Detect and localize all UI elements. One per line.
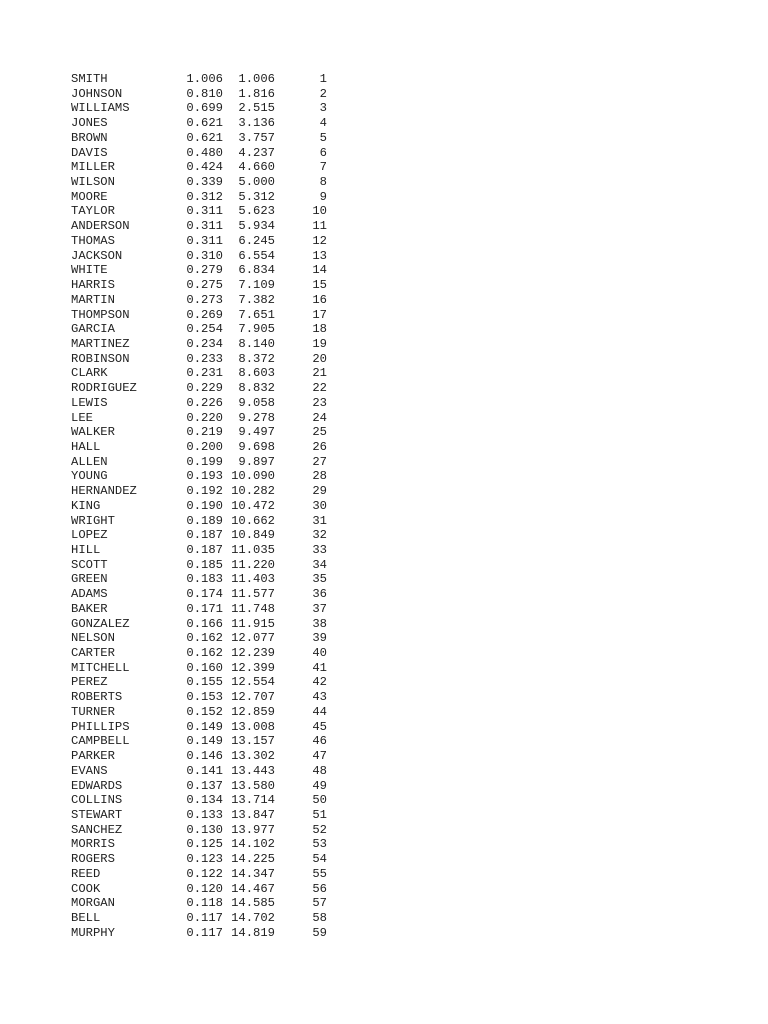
- rank: 17: [312, 307, 327, 322]
- surname: THOMPSON: [71, 307, 130, 322]
- surname: MORRIS: [71, 837, 115, 852]
- cumulative-percent: 2.515: [238, 101, 275, 116]
- cumulative-percent: 12.707: [231, 690, 275, 705]
- rank: 27: [312, 454, 327, 469]
- rank: 44: [312, 704, 327, 719]
- surname: MORGAN: [71, 896, 115, 911]
- rank: 11: [312, 219, 327, 234]
- rank: 14: [312, 263, 327, 278]
- rank: 23: [312, 395, 327, 410]
- cumulative-percent: 5.000: [238, 175, 275, 190]
- frequency-percent: 0.122: [186, 866, 223, 881]
- cumulative-percent: 7.382: [238, 292, 275, 307]
- cumulative-percent: 14.819: [231, 925, 275, 940]
- surname: SANCHEZ: [71, 822, 123, 837]
- surname: MARTINEZ: [71, 336, 130, 351]
- frequency-percent: 0.273: [186, 292, 223, 307]
- frequency-percent: 0.160: [186, 660, 223, 675]
- frequency-percent: 0.699: [186, 101, 223, 116]
- surname: GREEN: [71, 572, 108, 587]
- rank: 7: [319, 160, 327, 175]
- surname: TAYLOR: [71, 204, 115, 219]
- rank: 59: [312, 925, 327, 940]
- frequency-percent: 0.480: [186, 145, 223, 160]
- surname: DAVIS: [71, 145, 108, 160]
- frequency-percent: 0.125: [186, 837, 223, 852]
- cumulative-percent: 7.905: [238, 322, 275, 337]
- frequency-percent: 0.137: [186, 778, 223, 793]
- surname: WRIGHT: [71, 513, 115, 528]
- surname: KING: [71, 498, 101, 513]
- frequency-percent: 0.275: [186, 278, 223, 293]
- rank: 16: [312, 292, 327, 307]
- cumulative-percent: 13.847: [231, 807, 275, 822]
- surname: BROWN: [71, 130, 108, 145]
- rank: 1: [319, 72, 327, 86]
- frequency-percent: 0.118: [186, 896, 223, 911]
- frequency-percent: 0.199: [186, 454, 223, 469]
- cumulative-percent: 6.834: [238, 263, 275, 278]
- frequency-percent: 0.200: [186, 439, 223, 454]
- rank: 50: [312, 793, 327, 808]
- frequency-percent: 0.219: [186, 425, 223, 440]
- cumulative-percent: 12.554: [231, 675, 275, 690]
- cumulative-percent: 12.399: [231, 660, 275, 675]
- cumulative-percent: 10.662: [231, 513, 275, 528]
- rank: 33: [312, 543, 327, 557]
- frequency-percent: 0.621: [186, 130, 223, 145]
- surname: TURNER: [71, 704, 115, 719]
- surname: PHILLIPS: [71, 719, 130, 734]
- cumulative-percent: 5.934: [238, 219, 275, 234]
- cumulative-percent: 12.859: [231, 704, 275, 719]
- frequency-percent: 0.162: [186, 631, 223, 646]
- surname: CARTER: [71, 646, 115, 661]
- rank: 32: [312, 528, 327, 543]
- frequency-percent: 0.254: [186, 322, 223, 337]
- rank: 57: [312, 896, 327, 911]
- cumulative-percent: 5.623: [238, 204, 275, 219]
- frequency-percent: 0.310: [186, 248, 223, 263]
- surname: WHITE: [71, 263, 108, 278]
- rank: 45: [312, 719, 327, 734]
- cumulative-percent: 11.035: [231, 543, 275, 557]
- surname: MARTIN: [71, 292, 115, 307]
- rank: 8: [319, 175, 327, 190]
- rank: 36: [312, 587, 327, 602]
- frequency-percent: 0.311: [186, 219, 223, 234]
- frequency-percent: 0.189: [186, 513, 223, 528]
- frequency-percent: 0.190: [186, 498, 223, 513]
- frequency-percent: 0.231: [186, 366, 223, 381]
- surname: ALLEN: [71, 454, 108, 469]
- frequency-percent: 0.279: [186, 263, 223, 278]
- cumulative-percent: 11.220: [231, 557, 275, 572]
- cumulative-percent: 11.403: [231, 572, 275, 587]
- frequency-percent: 0.117: [186, 910, 223, 925]
- surname: HERNANDEZ: [71, 484, 137, 499]
- cumulative-percent: 14.467: [231, 881, 275, 896]
- cumulative-percent: 13.714: [231, 793, 275, 808]
- frequency-percent: 0.117: [186, 925, 223, 940]
- surname: SCOTT: [71, 557, 108, 572]
- frequency-percent: 0.621: [186, 116, 223, 131]
- rank: 9: [319, 189, 327, 204]
- surname: HILL: [71, 543, 101, 557]
- cumulative-percent: 1.816: [238, 86, 275, 101]
- surname: REED: [71, 866, 101, 881]
- rank: 6: [319, 145, 327, 160]
- frequency-percent: 0.134: [186, 793, 223, 808]
- frequency-percent: 0.149: [186, 734, 223, 749]
- cumulative-percent: 3.136: [238, 116, 275, 131]
- cumulative-percent: 9.058: [238, 395, 275, 410]
- rank: 58: [312, 910, 327, 925]
- surname: PARKER: [71, 749, 115, 764]
- rank: 21: [312, 366, 327, 381]
- rank: 3: [319, 101, 327, 116]
- cumulative-percent: 14.347: [231, 866, 275, 881]
- frequency-percent: 0.162: [186, 646, 223, 661]
- frequency-percent: 0.146: [186, 749, 223, 764]
- surname: MURPHY: [71, 925, 115, 940]
- frequency-percent: 0.234: [186, 336, 223, 351]
- surname: MILLER: [71, 160, 115, 175]
- frequency-percent: 0.311: [186, 233, 223, 248]
- surname: LEWIS: [71, 395, 108, 410]
- surname: ANDERSON: [71, 219, 130, 234]
- cumulative-percent: 13.302: [231, 749, 275, 764]
- rank: 18: [312, 322, 327, 337]
- surname: GARCIA: [71, 322, 115, 337]
- rank: 46: [312, 734, 327, 749]
- frequency-percent: 0.810: [186, 86, 223, 101]
- frequency-percent: 0.153: [186, 690, 223, 705]
- frequency-percent: 0.312: [186, 189, 223, 204]
- cumulative-percent: 14.225: [231, 852, 275, 867]
- surname: EVANS: [71, 763, 108, 778]
- rank: 38: [312, 616, 327, 631]
- surname: PEREZ: [71, 675, 108, 690]
- frequency-percent: 0.133: [186, 807, 223, 822]
- frequency-percent: 0.149: [186, 719, 223, 734]
- rank: 49: [312, 778, 327, 793]
- rank: 55: [312, 866, 327, 881]
- surname: THOMAS: [71, 233, 115, 248]
- surname: YOUNG: [71, 469, 108, 484]
- cumulative-percent: 10.472: [231, 498, 275, 513]
- frequency-percent: 1.006: [186, 72, 223, 86]
- surname: ROBERTS: [71, 690, 123, 705]
- frequency-percent: 0.171: [186, 601, 223, 616]
- cumulative-percent: 9.497: [238, 425, 275, 440]
- cumulative-percent: 3.757: [238, 130, 275, 145]
- cumulative-percent: 4.660: [238, 160, 275, 175]
- rank: 20: [312, 351, 327, 366]
- rank: 40: [312, 646, 327, 661]
- frequency-percent: 0.141: [186, 763, 223, 778]
- cumulative-percent: 1.006: [238, 72, 275, 86]
- cumulative-percent: 10.849: [231, 528, 275, 543]
- frequency-percent: 0.152: [186, 704, 223, 719]
- surname: NELSON: [71, 631, 115, 646]
- cumulative-percent: 13.008: [231, 719, 275, 734]
- cumulative-percent: 6.554: [238, 248, 275, 263]
- surname: HARRIS: [71, 278, 115, 293]
- rank: 42: [312, 675, 327, 690]
- cumulative-percent: 9.897: [238, 454, 275, 469]
- frequency-percent: 0.193: [186, 469, 223, 484]
- surname: COLLINS: [71, 793, 123, 808]
- frequency-percent: 0.269: [186, 307, 223, 322]
- cumulative-percent: 14.585: [231, 896, 275, 911]
- rank: 12: [312, 233, 327, 248]
- frequency-percent: 0.183: [186, 572, 223, 587]
- cumulative-percent: 12.077: [231, 631, 275, 646]
- surname: STEWART: [71, 807, 123, 822]
- frequency-percent: 0.229: [186, 381, 223, 396]
- cumulative-percent: 13.580: [231, 778, 275, 793]
- surname: MITCHELL: [71, 660, 130, 675]
- frequency-percent: 0.174: [186, 587, 223, 602]
- rank: 52: [312, 822, 327, 837]
- cumulative-percent: 11.577: [231, 587, 275, 602]
- rank: 13: [312, 248, 327, 263]
- cumulative-percent: 11.915: [231, 616, 275, 631]
- frequency-percent: 0.120: [186, 881, 223, 896]
- rank: 28: [312, 469, 327, 484]
- rank: 24: [312, 410, 327, 425]
- rank: 53: [312, 837, 327, 852]
- frequency-percent: 0.424: [186, 160, 223, 175]
- cumulative-percent: 7.651: [238, 307, 275, 322]
- frequency-percent: 0.130: [186, 822, 223, 837]
- cumulative-percent: 14.702: [231, 910, 275, 925]
- cumulative-percent: 9.698: [238, 439, 275, 454]
- rank: 37: [312, 601, 327, 616]
- rank: 34: [312, 557, 327, 572]
- surname: ADAMS: [71, 587, 108, 602]
- rank: 48: [312, 763, 327, 778]
- cumulative-percent: 13.977: [231, 822, 275, 837]
- rank: 2: [319, 86, 327, 101]
- frequency-percent: 0.339: [186, 175, 223, 190]
- rank: 29: [312, 484, 327, 499]
- surname: WILSON: [71, 175, 115, 190]
- cumulative-percent: 7.109: [238, 278, 275, 293]
- rank: 35: [312, 572, 327, 587]
- surname: LOPEZ: [71, 528, 108, 543]
- cumulative-percent: 8.832: [238, 381, 275, 396]
- surname: WALKER: [71, 425, 115, 440]
- rank: 19: [312, 336, 327, 351]
- frequency-percent: 0.185: [186, 557, 223, 572]
- surname: EDWARDS: [71, 778, 123, 793]
- surname: BAKER: [71, 601, 108, 616]
- surname: JONES: [71, 116, 108, 131]
- rank: 5: [319, 130, 327, 145]
- surname: CLARK: [71, 366, 108, 381]
- frequency-percent: 0.226: [186, 395, 223, 410]
- surname: GONZALEZ: [71, 616, 130, 631]
- rank: 22: [312, 381, 327, 396]
- cumulative-percent: 8.372: [238, 351, 275, 366]
- cumulative-percent: 4.237: [238, 145, 275, 160]
- cumulative-percent: 12.239: [231, 646, 275, 661]
- rank: 54: [312, 852, 327, 867]
- frequency-percent: 0.155: [186, 675, 223, 690]
- cumulative-percent: 8.603: [238, 366, 275, 381]
- rank: 51: [312, 807, 327, 822]
- cumulative-percent: 9.278: [238, 410, 275, 425]
- surname: JACKSON: [71, 248, 123, 263]
- cumulative-percent: 5.312: [238, 189, 275, 204]
- rank: 31: [312, 513, 327, 528]
- rank: 47: [312, 749, 327, 764]
- frequency-percent: 0.220: [186, 410, 223, 425]
- frequency-percent: 0.187: [186, 528, 223, 543]
- cumulative-percent: 13.157: [231, 734, 275, 749]
- surname: LEE: [71, 410, 93, 425]
- cumulative-percent: 14.102: [231, 837, 275, 852]
- rank: 41: [312, 660, 327, 675]
- surname: RODRIGUEZ: [71, 381, 137, 396]
- rank: 15: [312, 278, 327, 293]
- cumulative-percent: 8.140: [238, 336, 275, 351]
- cumulative-percent: 11.748: [231, 601, 275, 616]
- cumulative-percent: 10.090: [231, 469, 275, 484]
- rank: 56: [312, 881, 327, 896]
- rank: 4: [319, 116, 327, 131]
- surname: WILLIAMS: [71, 101, 130, 116]
- frequency-percent: 0.311: [186, 204, 223, 219]
- rank: 25: [312, 425, 327, 440]
- frequency-percent: 0.233: [186, 351, 223, 366]
- rank: 26: [312, 439, 327, 454]
- frequency-percent: 0.192: [186, 484, 223, 499]
- cumulative-percent: 10.282: [231, 484, 275, 499]
- surname: COOK: [71, 881, 101, 896]
- frequency-percent: 0.166: [186, 616, 223, 631]
- surname: HALL: [71, 439, 101, 454]
- rank: 43: [312, 690, 327, 705]
- surname: BELL: [71, 910, 101, 925]
- frequency-percent: 0.123: [186, 852, 223, 867]
- surname: SMITH: [71, 72, 108, 86]
- rank: 39: [312, 631, 327, 646]
- rank: 10: [312, 204, 327, 219]
- surname: ROBINSON: [71, 351, 130, 366]
- cumulative-percent: 6.245: [238, 233, 275, 248]
- surname: ROGERS: [71, 852, 115, 867]
- surname: MOORE: [71, 189, 108, 204]
- frequency-percent: 0.187: [186, 543, 223, 557]
- surname: CAMPBELL: [71, 734, 130, 749]
- rank: 30: [312, 498, 327, 513]
- cumulative-percent: 13.443: [231, 763, 275, 778]
- surname: JOHNSON: [71, 86, 123, 101]
